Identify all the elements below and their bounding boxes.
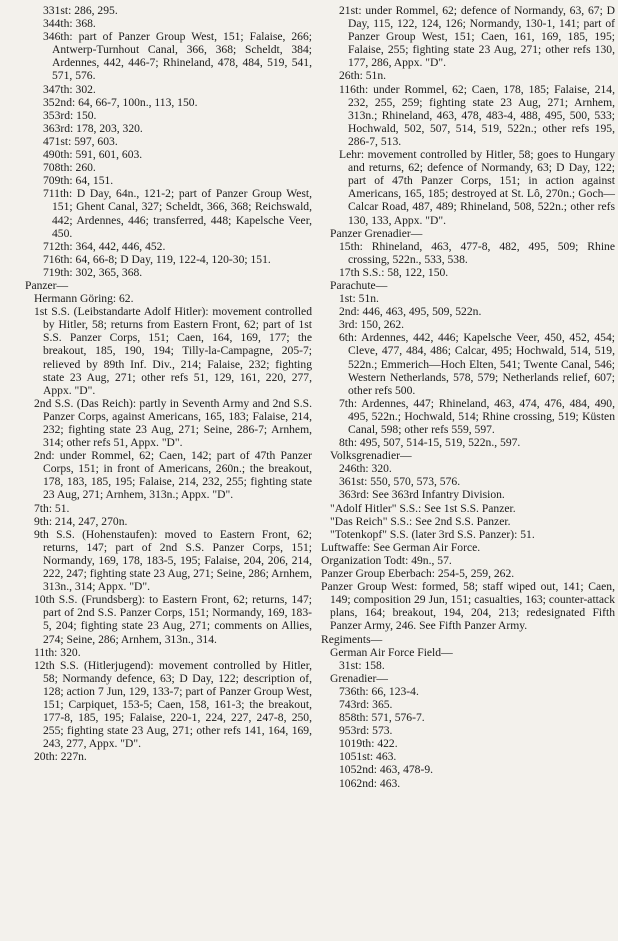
index-entry: 363rd: See 363rd Infantry Division.: [339, 488, 505, 502]
index-entry: 712th: 364, 442, 446, 452.: [43, 239, 166, 253]
index-entry: 1051st: 463.: [339, 750, 397, 764]
index-entry: Panzer—: [25, 278, 69, 292]
index-entry: 736th: 66, 123-4.: [339, 684, 419, 698]
index-entry: 11th: 320.: [34, 645, 81, 659]
index-entry: 21st: under Rommel, 62; defence of Normandy, 63, 67; D Day, 115, 122, 124, 126; Normandy, 130-1, 141; part of Panzer Group West, 151; Caen, 161, 169, 185, 195; Falaise, 255; fighting state 23 Aug, 271; other refs 130, 177, 286, Appx. "D".: [339, 4, 615, 70]
index-entry: 1019th: 422.: [339, 737, 398, 751]
index-entry: 953rd: 573.: [339, 724, 393, 738]
index-entry: 2nd S.S. (Das Reich): partly in Seventh Army and 2nd S.S. Panzer Corps, against Americans, 165, 183; Falaise, 214, 232; fighting state 23 Aug, 271; Seine, 286-7; Arnhem, 314; other refs 51, Appx. "D".: [34, 396, 312, 450]
index-entry: "Adolf Hitler" S.S.: See 1st S.S. Panzer.: [330, 501, 516, 515]
index-entry: 353rd: 150.: [43, 108, 97, 122]
index-entry: 7th: Ardennes, 447; Rhineland, 463, 474, 476, 484, 490, 495, 522n.; Hochwald, 514; Rhine crossing, 519; Küsten Canal, 598; other refs 559, 597.: [339, 396, 615, 436]
index-entry: Luftwaffe: See German Air Force.: [321, 540, 481, 554]
index-entry: Hermann Göring: 62.: [34, 292, 134, 306]
index-entry: 1st S.S. (Leibstandarte Adolf Hitler): movement controlled by Hitler, 58; returns from Eastern Front, 62; part of 1st S.S. Panzer Corps, 151; Caen, 164, 169, 177; the breakout, 185, 190, 194; Tilly-la-Campagne, 205-7; relieved by 89th Inf. Div., 214; Falaise, 232; fighting state 23 Aug, 271; other refs 51, 129, 161, 220, 277, Appx. "D".: [34, 305, 312, 397]
index-entry: Panzer Group West: formed, 58; staff wiped out, 141; Caen, 149; composition 29 Jun, 151; casualties, 163; counter-attack plans, 164; breakout, 194, 204, 213; redesignated Fifth Panzer Army, 246. See Fifth Panzer Army.: [321, 580, 615, 633]
index-entry: 711th: D Day, 64n., 121-2; part of Panzer Group West, 151; Ghent Canal, 327; Scheldt, 366, 368; Reichswald, 442; Ardennes, 446; transferred, 448; Kapelsche Veer, 450.: [43, 187, 312, 240]
index-entry: 743rd: 365.: [339, 697, 393, 711]
index-entry: Panzer Grenadier—: [330, 226, 423, 240]
index-entry: 3rd: 150, 262.: [339, 318, 405, 332]
index-entry: Panzer Group Eberbach: 254-5, 259, 262.: [321, 567, 515, 581]
index-entry: 15th: Rhineland, 463, 477-8, 482, 495, 509; Rhine crossing, 522n., 533, 538.: [339, 239, 615, 266]
index-entry: Volksgrenadier—: [330, 449, 412, 463]
index-entry: 12th S.S. (Hitlerjugend): movement controlled by Hitler, 58; Normandy defence, 63; D Day, 122; description of, 128; action 7 Jun, 129, 133-7; part of Panzer Group West, 151; Carpiquet, 153-5; Caen, 158, 161-3; the breakout, 177-8, 185, 195; Falaise, 220-1, 224, 227, 247-8, 250, 255; fighting state 23 Aug, 271; other refs 141, 164, 169, 243, 277, Appx. "D".: [34, 658, 312, 751]
index-entry: 347th: 302.: [43, 82, 96, 96]
index-entry: Regiments—: [321, 632, 383, 646]
index-entry: 20th: 227n.: [34, 750, 87, 764]
index-entry: 361st: 550, 570, 573, 576.: [339, 475, 461, 489]
index-entry: 2nd: 446, 463, 495, 509, 522n.: [339, 305, 482, 319]
index-entry: 346th: part of Panzer Group West, 151; Falaise, 266; Antwerp-Turnhout Canal, 366, 368; Scheldt, 384; Ardennes, 442, 446-7; Rhineland, 478, 484, 519, 541, 571, 576.: [43, 30, 312, 83]
index-entry: 1052nd: 463, 478-9.: [339, 763, 434, 777]
index-entry: "Das Reich" S.S.: See 2nd S.S. Panzer.: [330, 514, 511, 528]
index-entry: 708th: 260.: [43, 161, 96, 175]
index-entry: 9th S.S. (Hohenstaufen): moved to Eastern Front, 62; returns, 147; part of 2nd S.S. Panzer Corps, 151; Normandy, 169, 178, 183-5, 195; Falaise, 204, 206, 214, 222, 247; fighting state 23 Aug, 271; Seine, 286; Arnhem, 313n., 314; Appx. "D".: [34, 527, 312, 594]
index-entry: 246th: 320.: [339, 462, 392, 476]
index-column-right: [321, 4, 615, 790]
index-entry: 1st: 51n.: [339, 292, 379, 306]
index-entry: 709th: 64, 151.: [43, 174, 114, 188]
index-entry: 31st: 158.: [339, 658, 385, 672]
index-entry: 858th: 571, 576-7.: [339, 711, 425, 725]
index-entry: 344th: 368.: [43, 17, 96, 31]
index-entry: 10th S.S. (Frundsberg): to Eastern Front, 62; returns, 147; part of 2nd S.S. Panzer Corps, 151; Normandy, 169, 183-5, 204; fighting state 23 Aug, 271; comments on Allies, 274; Seine, 286; Arnhem, 313n., 314.: [34, 593, 312, 646]
index-entry: 26th: 51n.: [339, 69, 387, 83]
index-entry: Organization Todt: 49n., 57.: [321, 553, 452, 567]
index-entry: 6th: Ardennes, 442, 446; Kapelsche Veer, 450, 452, 454; Cleve, 477, 484, 486; Calcar, 495; Hochwald, 514, 519, 522n.; Emmerich—Hoch Elten, 541; Twente Canal, 546; Western Netherlands, 578, 579; Netherlands relief, 607; other refs 500.: [339, 331, 615, 397]
index-entry: German Air Force Field—: [330, 645, 453, 659]
index-entry: 17th S.S.: 58, 122, 150.: [339, 265, 449, 279]
index-entry: Parachute—: [330, 278, 388, 292]
index-column-left: [16, 4, 312, 763]
index-entry: Lehr: movement controlled by Hitler, 58; goes to Hungary and returns, 62; defence of Normandy, 63; D Day, 122; part of 47th Panzer Corps, 151; in action against Americans, 165, 185; destroyed at St. Lô, 270n.; Goch—Calcar Road, 487, 489; Rhineland, 508, 522n.; other refs 130, 133, Appx. "D".: [339, 148, 615, 227]
index-entry: "Totenkopf" S.S. (later 3rd S.S. Panzer): 51.: [330, 527, 535, 541]
index-entry: 9th: 214, 247, 270n.: [34, 514, 128, 528]
index-entry: 7th: 51.: [34, 501, 70, 515]
index-entry: 716th: 64, 66-8; D Day, 119, 122-4, 120-30; 151.: [43, 252, 271, 266]
index-entry: 331st: 286, 295.: [43, 4, 118, 17]
index-entry: 471st: 597, 603.: [43, 134, 118, 148]
index-entry: 719th: 302, 365, 368.: [43, 265, 143, 279]
index-entry: 116th: under Rommel, 62; Caen, 178, 185; Falaise, 214, 232, 255, 259; fighting state 23 Aug, 271; Arnhem, 313n.; Rhineland, 463, 478, 483-4, 488, 495, 500, 533; Hochwald, 502, 507, 514, 519, 522n.; other refs 195, 286-7, 513.: [339, 82, 615, 148]
index-entry: 1062nd: 463.: [339, 776, 401, 790]
index-entry: 8th: 495, 507, 514-15, 519, 522n., 597.: [339, 436, 521, 450]
index-entry: 490th: 591, 601, 603.: [43, 148, 143, 162]
index-entry: 363rd: 178, 203, 320.: [43, 121, 143, 135]
index-entry: Grenadier—: [330, 671, 388, 685]
index-entry: 352nd: 64, 66-7, 100n., 113, 150.: [43, 95, 198, 109]
index-entry: 2nd: under Rommel, 62; Caen, 142; part of 47th Panzer Corps, 151; in front of Americans, 260n.; the breakout, 178, 183, 185, 195; Falaise, 214, 232, 255; fighting state 23 Aug, 271; Arnhem, 313n.; Appx. "D".: [34, 449, 312, 502]
